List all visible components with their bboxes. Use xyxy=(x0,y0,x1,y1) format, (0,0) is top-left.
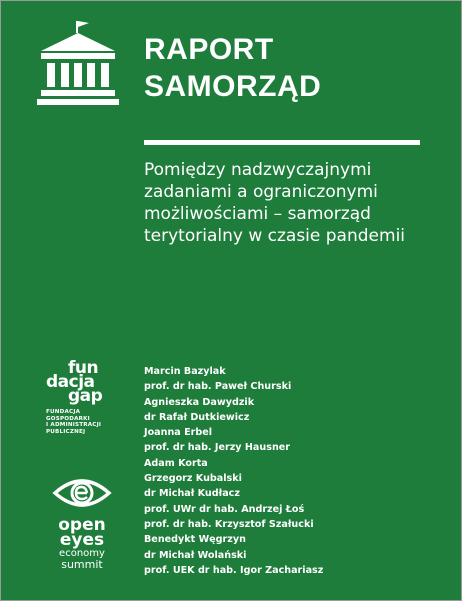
author-name: prof. dr hab. Paweł Churski xyxy=(144,381,292,393)
logo-name-line: GOSPODARKI xyxy=(46,415,90,422)
author-name: prof. UEK dr hab. Igor Zachariasz xyxy=(144,564,324,576)
logo-mark-line: dacja xyxy=(46,372,95,392)
author-name: prof. UWr dr hab. Andrzej Łoś xyxy=(144,503,305,515)
title-line: SAMORZĄD xyxy=(144,70,322,103)
author-name: Joanna Erbel xyxy=(144,427,213,439)
fundacja-gap-logo xyxy=(46,358,103,435)
author-name: Grzegorz Kubalski xyxy=(144,473,242,485)
logo-name-line: FUNDACJA xyxy=(46,409,81,415)
author-name: dr Michał Wolański xyxy=(144,549,247,561)
report-subtitle xyxy=(144,159,444,247)
logo-name-line: PUBLICZNEJ xyxy=(46,428,86,435)
logo-word: economy xyxy=(59,548,105,559)
fundacja-logo-name xyxy=(46,409,102,435)
title-divider xyxy=(144,140,420,145)
government-building-icon xyxy=(37,19,119,105)
author-name: Adam Korta xyxy=(144,457,208,469)
subtitle-line: Pomiędzy nadzwyczajnymi xyxy=(144,160,372,180)
logo-name-line: I ADMINISTRACJI xyxy=(46,422,102,429)
subtitle-line: terytorialny w czasie pandemii xyxy=(144,226,406,246)
logo-word: summit xyxy=(61,558,103,571)
author-name: dr Michał Kudłacz xyxy=(144,488,240,500)
eye-icon xyxy=(52,475,112,511)
subtitle-line: zadaniami a ograniczonymi xyxy=(144,182,378,202)
author-name: Agnieszka Dawydzik xyxy=(144,396,255,408)
subtitle-line: możliwościami – samorząd xyxy=(144,204,371,224)
author-name: Marcin Bazylak xyxy=(144,366,226,377)
logo-mark-line: fun xyxy=(68,358,99,378)
logo-word: eyes xyxy=(59,530,105,550)
logo-mark-line: gap xyxy=(68,386,103,406)
author-name: prof. dr hab. Jerzy Hausner xyxy=(144,442,291,454)
fundacja-logo-mark xyxy=(46,358,103,406)
author-name: dr Rafał Dutkiewicz xyxy=(144,411,250,423)
report-title xyxy=(144,31,321,105)
author-name: Benedykt Węgrzyn xyxy=(144,534,246,546)
author-name: prof. dr hab. Krzysztof Szałucki xyxy=(144,518,314,530)
logo-word: open xyxy=(58,515,106,535)
author-list xyxy=(144,364,323,578)
title-line: RAPORT xyxy=(144,33,274,66)
open-eyes-economy-summit-logo xyxy=(42,475,122,570)
